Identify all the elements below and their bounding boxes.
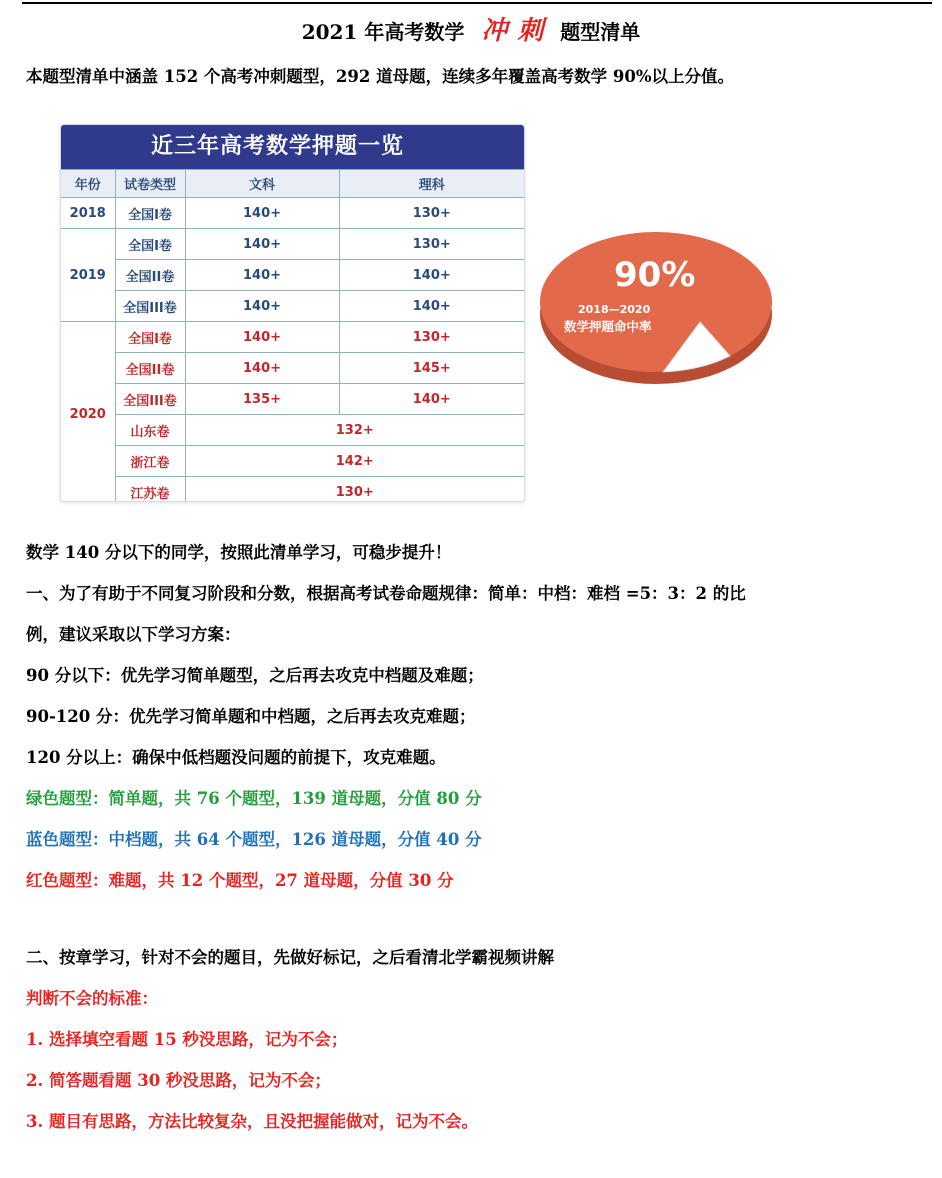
cell-li: 130+ (339, 322, 524, 353)
cell-wen: 140+ (185, 291, 339, 322)
pie-percent-label: 90% (614, 255, 696, 295)
cell-merged: 130+ (185, 477, 524, 503)
title-suffix: 题型清单 (560, 20, 641, 44)
cell-type: 全国III卷 (115, 291, 185, 322)
pie-years-label: 2018—2020 (578, 303, 651, 316)
cell-type: 江苏卷 (115, 477, 185, 503)
cell-wen: 135+ (185, 384, 339, 415)
body-line: 90 分以下：优先学习简单题型，之后再去攻克中档题及难题； (26, 666, 484, 685)
cell-year: 2018 (61, 198, 115, 229)
cell-wen: 140+ (185, 353, 339, 384)
cell-li: 140+ (339, 260, 524, 291)
red-category-line: 红色题型：难题，共 12 个题型，27 道母题，分值 30 分 (26, 871, 454, 890)
cell-merged: 142+ (185, 446, 524, 477)
cell-year: 2020 (61, 322, 115, 503)
green-category-line: 绿色题型：简单题，共 76 个题型，139 道母题，分值 80 分 (26, 789, 482, 808)
cell-type: 全国III卷 (115, 384, 185, 415)
intro-paragraph: 本题型清单中涵盖 152 个高考冲刺题型，292 道母题，连续多年覆盖高考数学 90%以上分值。 (26, 67, 735, 86)
cell-li: 130+ (339, 198, 524, 229)
study-plan-section (26, 532, 931, 901)
table-heading: 近三年高考数学押题一览 (61, 125, 524, 169)
table-header-row (61, 170, 524, 198)
header-year: 年份 (61, 170, 115, 198)
header-wen: 文科 (185, 170, 339, 198)
table-row (61, 353, 524, 384)
pie-caption-label: 数学押题命中率 (564, 319, 652, 334)
table-row (61, 477, 524, 503)
cell-type: 全国I卷 (115, 229, 185, 260)
cell-year: 2019 (61, 229, 115, 322)
table-row (61, 415, 524, 446)
criteria-heading: 判断不会的标准： (26, 989, 158, 1008)
table-row (61, 291, 524, 322)
body-line: 例，建议采取以下学习方案： (26, 625, 241, 644)
cell-type: 全国I卷 (115, 198, 185, 229)
section2-heading: 二、按章学习，针对不会的题目，先做好标记，之后看清北学霸视频讲解 (26, 948, 554, 967)
page-title (0, 10, 942, 47)
cell-type: 全国II卷 (115, 353, 185, 384)
title-accent: 冲刺 (481, 16, 554, 46)
cell-merged: 132+ (185, 415, 524, 446)
cell-wen: 140+ (185, 322, 339, 353)
cell-wen: 140+ (185, 229, 339, 260)
top-rule (22, 2, 932, 4)
blue-category-line: 蓝色题型：中档题，共 64 个题型，126 道母题，分值 40 分 (26, 830, 482, 849)
body-line: 数学 140 分以下的同学，按照此清单学习，可稳步提升！ (26, 543, 452, 562)
cell-wen: 140+ (185, 198, 339, 229)
cell-type: 浙江卷 (115, 446, 185, 477)
body-line: 120 分以上：确保中低档题没问题的前提下，攻克难题。 (26, 748, 446, 767)
cell-li: 140+ (339, 291, 524, 322)
cell-li: 145+ (339, 353, 524, 384)
header-type: 试卷类型 (115, 170, 185, 198)
table-row (61, 322, 524, 353)
body-line: 90-120 分：优先学习简单题和中档题，之后再去攻克难题； (26, 707, 476, 726)
title-prefix: 2021 年高考数学 (301, 20, 465, 44)
body-line: 一、为了有助于不同复习阶段和分数，根据高考试卷命题规律：简单：中档：难档 =5：3：2 的比 (26, 584, 746, 603)
chapter-study-section (26, 937, 931, 1142)
table-row (61, 229, 524, 260)
table-row (61, 260, 524, 291)
pie-top (540, 232, 772, 372)
table-row (61, 446, 524, 477)
cell-wen: 140+ (185, 260, 339, 291)
table-row (61, 198, 524, 229)
cell-type: 全国II卷 (115, 260, 185, 291)
cell-li: 130+ (339, 229, 524, 260)
prediction-table-card (60, 124, 525, 502)
header-li: 理科 (339, 170, 524, 198)
hit-rate-pie-graphic (538, 226, 778, 402)
prediction-table (61, 169, 524, 502)
cell-li: 140+ (339, 384, 524, 415)
criteria-item: 2. 简答题看题 30 秒没思路，记为不会； (26, 1071, 331, 1090)
cell-type: 山东卷 (115, 415, 185, 446)
table-row (61, 384, 524, 415)
criteria-item: 1. 选择填空看题 15 秒没思路，记为不会； (26, 1030, 348, 1049)
criteria-item: 3. 题目有思路，方法比较复杂，且没把握能做对，记为不会。 (26, 1112, 478, 1131)
cell-type: 全国I卷 (115, 322, 185, 353)
